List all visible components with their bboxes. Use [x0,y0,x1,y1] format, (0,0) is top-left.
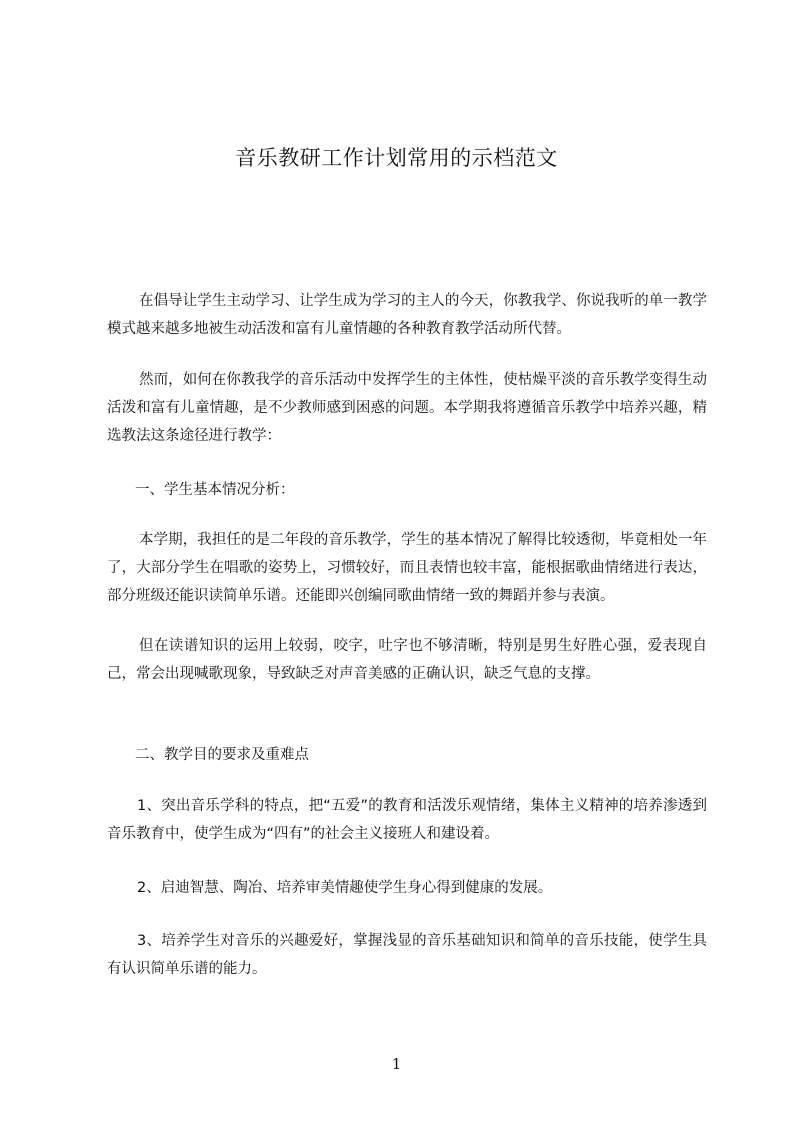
section-heading-teaching-goals: 二、教学目的要求及重难点 [135,747,309,763]
list-item-goal-3: 3、培养学生对音乐的兴趣爱好，掌握浅显的音乐基础知识和简单的音乐技能，使学生具有认识简单乐谱的能力。 [107,933,707,977]
paragraph-analysis: 本学期，我担任的是二年段的音乐教学，学生的基本情况了解得比较透彻，毕竟相处一年了，大部分学生在唱歌的姿势上，习惯较好，而且表情也较丰富，能根据歌曲情绪进行表达，部分班级还能识读简单乐谱。还能即兴创编同歌曲情绪一致的舞蹈并参与表演。 [107,532,707,604]
section-heading-student-analysis: 一、学生基本情况分析： [135,482,295,498]
paragraph-intro: 在倡导让学生主动学习、让学生成为学习的主人的今天，你教我学、你说我听的单一教学模式越来越多地被生动活泼和富有儿童情趣的各种教育教学活动所代替。 [107,293,707,337]
page-title: 音乐教研工作计划常用的示档范文 [235,146,558,170]
paragraph-however: 然而，如何在你教我学的音乐活动中发挥学生的主体性，使枯燥平淡的音乐教学变得生动活泼和富有儿童情趣，是不少教师感到困惑的问题。本学期我将遵循音乐教学中培养兴趣，精选教法这条途径进行教学： [107,372,707,444]
list-item-goal-2: 2、启迪智慧、陶冶、培养审美情趣使学生身心得到健康的发展。 [137,880,553,896]
paragraph-weakness: 但在读谱知识的运用上较弱，咬字，吐字也不够清晰，特别是男生好胜心强，爱表现自己，常会出现喊歌现象，导致缺乏对声音美感的正确认识，缺乏气息的支撑。 [107,638,707,682]
list-item-goal-1: 1、突出音乐学科的特点，把“五爱”的教育和活泼乐观情绪，集体主义精神的培养渗透到音乐教育中，使学生成为“四有”的社会主义接班人和建设着。 [107,798,707,842]
page-number: 1 [391,1055,402,1073]
